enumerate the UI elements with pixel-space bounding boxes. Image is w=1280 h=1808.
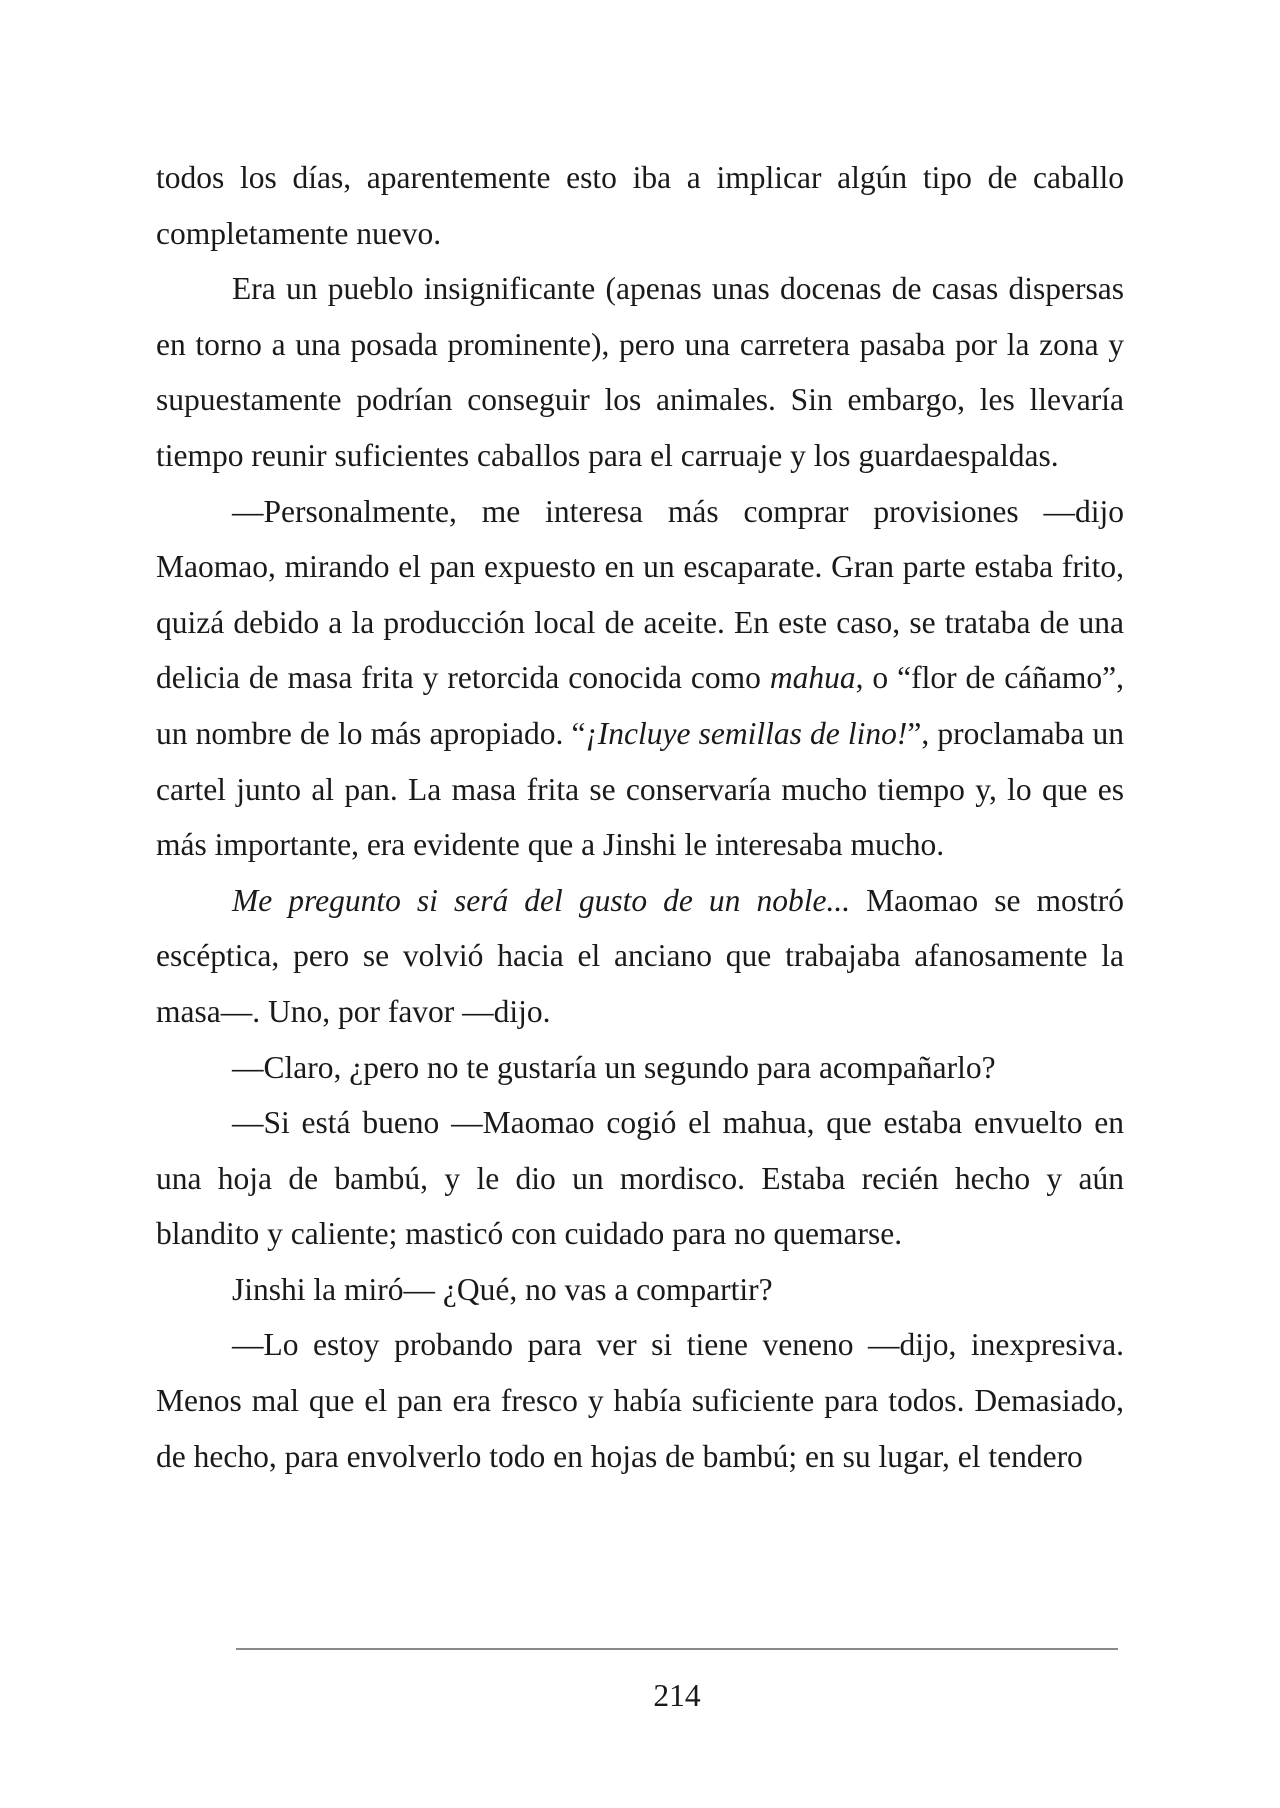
paragraph-1 <box>156 150 1124 261</box>
text-run: —Claro, ¿pero no te gustaría un segundo para acompañarlo? <box>232 1049 996 1085</box>
text-run: —Personalmente, me interesa más comprar provisiones —dijo Maomao, mirando el pan expuesto en un escaparate. Gran parte estaba frito, quizá debido a la producción local de aceite. En este caso, se trataba de una delicia de masa frita y retorcida conocida como <box>156 493 1124 696</box>
text-run: Era un pueblo insignificante (apenas unas docenas de casas dispersas en torno a una posada prominente), pero una carretera pasaba por la zona y supuestamente podrían conseguir los animales. Sin embargo, les llevaría tiempo reunir suficientes caballos para el carruaje y los guardaespaldas. <box>156 271 1124 473</box>
paragraph-3 <box>156 484 1124 873</box>
text-run: Jinshi la miró— ¿Qué, no vas a compartir? <box>232 1271 773 1307</box>
italic-text-run: Me pregunto si será del gusto de un noble... <box>232 882 851 918</box>
footer-divider <box>236 1648 1118 1650</box>
italic-text-run: mahua <box>769 660 856 696</box>
text-run: Maomao se mostró escéptica, pero se volvió hacia el anciano que trabajaba afanosamente la masa—. Uno, por favor —dijo. <box>156 882 1124 1029</box>
paragraph-6 <box>156 1095 1124 1262</box>
paragraph-5 <box>156 1040 1124 1096</box>
paragraph-2 <box>156 261 1124 483</box>
page-number: 214 <box>653 1678 701 1713</box>
italic-text-run: ¡Incluye semillas de lino! <box>585 715 908 751</box>
text-run: ”, proclamaba un cartel junto al pan. La masa frita se conservaría mucho tiempo y, lo que es más importante, era evidente que a Jinshi le interesaba mucho. <box>156 715 1124 863</box>
paragraph-4 <box>156 873 1124 1040</box>
text-run: —Si está bueno —Maomao cogió el mahua, que estaba envuelto en una hoja de bambú, y le dio un mordisco. Estaba recién hecho y aún blandito y caliente; masticó con cuidado para no quemarse. <box>156 1105 1124 1252</box>
paragraph-8 <box>156 1317 1124 1484</box>
text-run: todos los días, aparentemente esto iba a implicar algún tipo de caballo completamente nuevo. <box>156 160 1124 251</box>
text-run: —Lo estoy probando para ver si tiene veneno —dijo, inexpresiva. Menos mal que el pan era fresco y había suficiente para todos. Demasiado, de hecho, para envolverlo todo en hojas de bambú; en su lugar, el tendero <box>156 1327 1124 1474</box>
text-run: , o “flor de cáñamo”, un nombre de lo más apropiado. “ <box>156 660 1124 751</box>
page-body <box>156 150 1124 1484</box>
paragraph-7 <box>156 1262 1124 1318</box>
